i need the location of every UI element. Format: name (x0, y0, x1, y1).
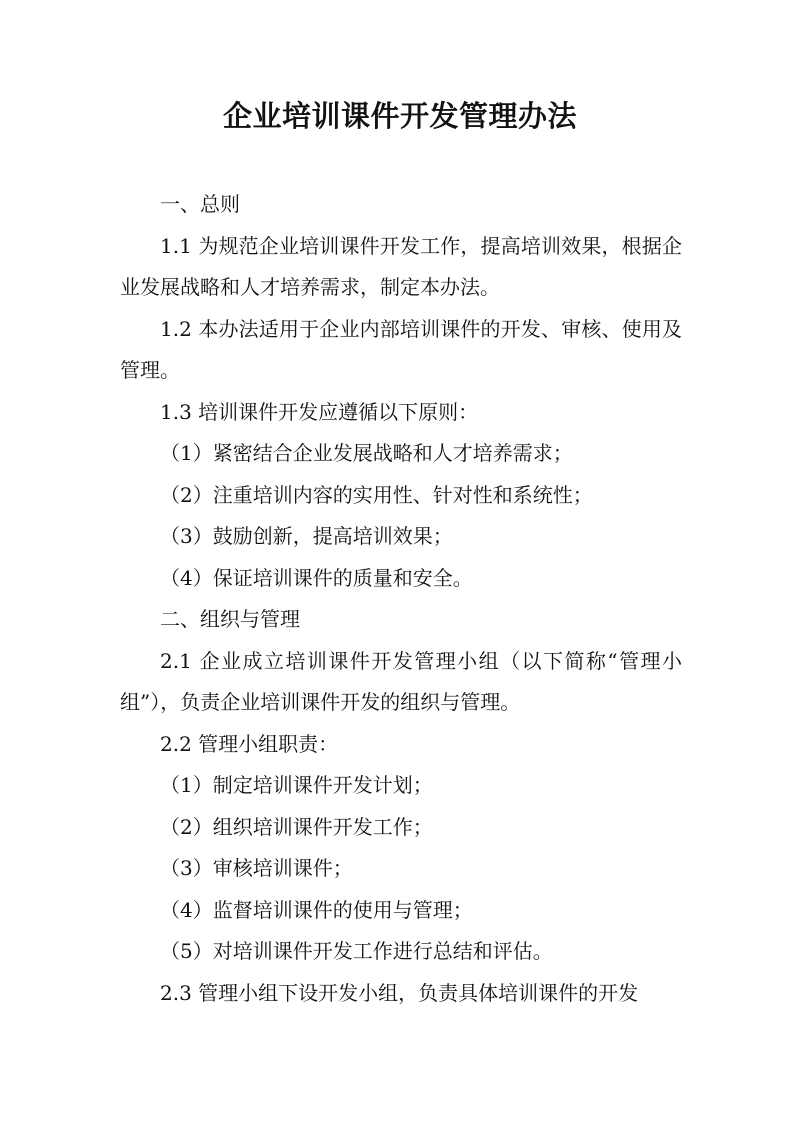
paragraph-2-2: 2.2 管理小组职责： (160, 731, 339, 756)
list-item-principle-1: （1）紧密结合企业发展战略和人才培养需求； (160, 441, 573, 465)
paragraph-2-1: 2.1 企业成立培训课件开发管理小组（以下简称“管理小组”），负责企业培训课件开发的组织与管理。 (120, 648, 682, 714)
list-item-duty-5: （5）对培训课件开发工作进行总结和评估。 (160, 939, 553, 963)
list-item-principle-2: （2）注重培训内容的实用性、针对性和系统性； (160, 482, 593, 507)
list-item-duty-4: （4）监督培训课件的使用与管理； (160, 897, 473, 922)
document-body (120, 184, 682, 1014)
list-item-duty-3: （3）审核培训课件； (160, 856, 353, 880)
section-heading-general: 一、总则 (160, 192, 240, 216)
paragraph-1-1: 1.1 为规范企业培训课件开发工作，提高培训效果，根据企业发展战略和人才培养需求，制定本办法。 (120, 233, 682, 299)
list-item-duty-1: （1）制定培训课件开发计划； (160, 773, 433, 797)
paragraph-1-3: 1.3 培训课件开发应遵循以下原则： (160, 399, 479, 424)
list-item-principle-4: （4）保证培训课件的质量和安全。 (160, 565, 473, 590)
list-item-duty-2: （2）组织培训课件开发工作； (160, 814, 433, 839)
list-item-principle-3: （3）鼓励创新，提高培训效果； (160, 524, 453, 548)
paragraph-2-3: 2.3 管理小组下设开发小组，负责具体培训课件的开发 (160, 980, 639, 1005)
section-heading-organization: 二、组织与管理 (160, 607, 300, 631)
document-title: 企业培训课件开发管理办法 (222, 99, 577, 133)
paragraph-1-2: 1.2 本办法适用于企业内部培训课件的开发、审核、使用及管理。 (120, 316, 682, 382)
